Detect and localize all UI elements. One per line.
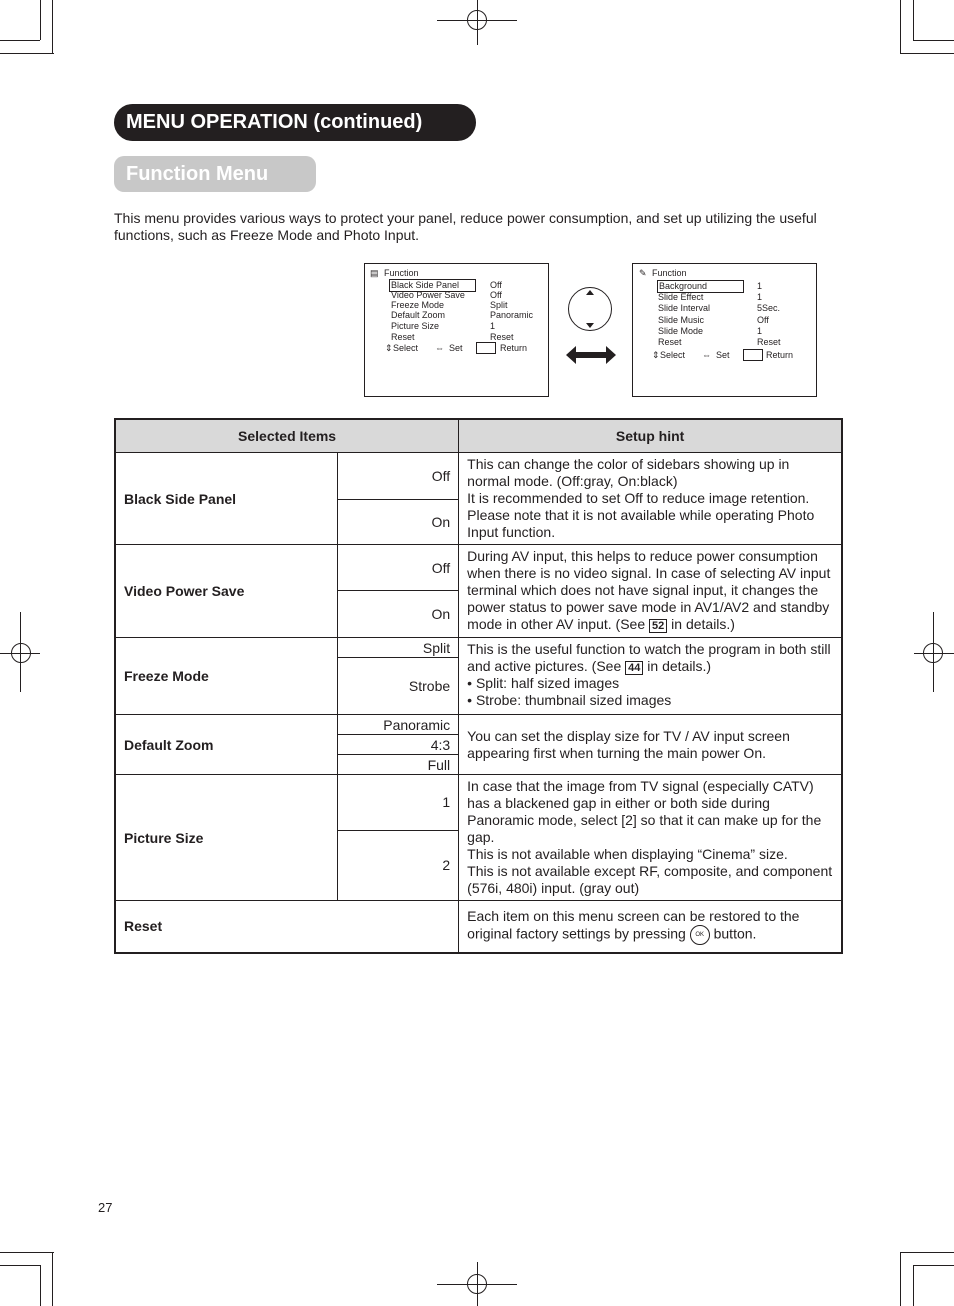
registration-circle (467, 1274, 487, 1294)
hint-text: in details.) (671, 616, 735, 632)
osd-row-label: Black Side Panel (389, 279, 476, 292)
item-picture-size: Picture Size (115, 775, 338, 901)
crop-mark (913, 40, 954, 41)
down-arrow-icon (586, 323, 594, 328)
table-row (115, 453, 842, 500)
hint-picture-size (459, 775, 842, 901)
option-value: Full (338, 755, 459, 775)
hint-text: This can change the color of sidebars showing up in normal mode. (Off:gray, On:black) (467, 456, 790, 489)
osd-row-value: Reset (757, 337, 781, 347)
osd-title: Function (652, 268, 687, 278)
hint-text: This is not available when displaying “Cinema” size. (467, 846, 788, 862)
osd-function-menu (364, 263, 549, 397)
hint-reset (459, 901, 842, 953)
osd-row-label: Reset (391, 332, 415, 342)
crop-mark (0, 53, 54, 54)
osd-row-label: Video Power Save (391, 290, 465, 300)
table-row (115, 901, 842, 953)
item-black-side-panel: Black Side Panel (115, 453, 338, 545)
up-arrow-icon (586, 290, 594, 295)
hint-text: This is the useful function to watch the program in both still and active pictures. (See (467, 641, 831, 674)
osd-select-hint: Select (660, 350, 686, 360)
osd-photo-function-menu (632, 263, 817, 397)
osd-return-hint: Return (500, 343, 528, 353)
option-value: Panoramic (338, 715, 459, 735)
crop-mark (40, 0, 41, 40)
return-button-icon (743, 349, 763, 361)
option-value: Off (338, 545, 459, 591)
osd-row-label: Slide Effect (658, 292, 704, 302)
option-value: 2 (338, 830, 459, 900)
osd-row-label: Slide Interval (658, 303, 711, 313)
hint-text: In case that the image from TV signal (especially CATV) has a blackened gap in either or both side during Panoramic mode, select [2] so that it can make up for the gap. (467, 778, 822, 845)
option-value: Off (338, 453, 459, 500)
table-row (115, 638, 842, 658)
table-row (115, 545, 842, 591)
option-value: On (338, 591, 459, 638)
osd-row-value: 1 (757, 281, 763, 291)
osd-row-label: Default Zoom (391, 310, 446, 320)
osd-row-label: Background (657, 280, 744, 293)
option-value: Strobe (338, 658, 459, 715)
intro-paragraph: This menu provides various ways to protect your panel, reduce power consumption, and set up utilizing the useful functions, such as Freeze Mode and Photo Input. (114, 210, 817, 243)
osd-row-label: Slide Music (658, 315, 705, 325)
osd-row-value: Off (757, 315, 769, 325)
osd-row-value: Panoramic (490, 310, 534, 320)
osd-row-label: Freeze Mode (391, 300, 445, 310)
osd-row-value: Reset (490, 332, 514, 342)
osd-row-value: 1 (490, 321, 496, 331)
osd-row-value: Off (490, 290, 502, 300)
crop-mark (52, 1252, 53, 1306)
left-right-arrow-icon: ⇔ (435, 343, 444, 353)
item-freeze-mode: Freeze Mode (115, 638, 338, 715)
left-right-arrow-icon: ⇔ (702, 350, 711, 360)
crop-mark (913, 1265, 954, 1266)
osd-row-value: 1 (757, 326, 763, 336)
crop-mark (913, 0, 914, 40)
osd-row-value: Split (490, 300, 508, 310)
osd-set-hint: Set (449, 343, 463, 353)
crop-mark (900, 1252, 954, 1253)
option-value: 4:3 (338, 735, 459, 755)
bullet-item: • Strobe: thumbnail sized images (467, 692, 672, 708)
registration-circle (467, 10, 487, 30)
double-arrow-icon (566, 344, 616, 366)
item-video-power-save: Video Power Save (115, 545, 338, 638)
page-banner-title: MENU OPERATION (continued) (114, 104, 476, 141)
hint-text: You can set the display size for TV / AV input screen appearing first when turning the main power On. (467, 727, 790, 761)
osd-row-value: 1 (757, 292, 763, 302)
table-row (115, 775, 842, 831)
crop-mark (900, 1252, 901, 1306)
osd-return-hint: Return (766, 350, 794, 360)
function-menu-icon: ✎ (639, 268, 647, 278)
up-down-arrow-icon: ⇕ (652, 350, 660, 360)
hint-text: This is not available except RF, composite, and component (576i, 480i) input. (gray out) (467, 863, 833, 896)
ok-button-icon: OK (690, 925, 710, 945)
item-reset: Reset (115, 901, 459, 953)
option-value: On (338, 499, 459, 544)
remote-cursor-icon (568, 287, 612, 331)
crop-mark (0, 1252, 54, 1253)
crop-mark (40, 1265, 41, 1306)
function-menu-icon: ▤ (370, 268, 379, 278)
osd-select-hint: Select (393, 343, 419, 353)
settings-table (114, 418, 843, 954)
crop-mark (0, 1265, 40, 1266)
hint-freeze-mode (459, 638, 842, 715)
registration-circle (923, 643, 943, 663)
crop-mark (52, 0, 53, 54)
bullet-item: • Split: half sized images (467, 675, 620, 691)
osd-title: Function (384, 268, 419, 278)
table-row (115, 715, 842, 735)
osd-row-value: Off (490, 280, 502, 290)
return-button-icon (476, 342, 496, 354)
hint-text: It is recommended to set Off to reduce image retention. Please note that it is not available while operating Photo Input function. (467, 490, 815, 540)
page-reference: 44 (625, 661, 643, 675)
hint-text: in details.) (647, 658, 712, 674)
table-header-row (115, 419, 842, 453)
crop-mark (900, 0, 901, 54)
option-value: 1 (338, 775, 459, 831)
hint-text: During AV input, this helps to reduce power consumption when there is no video signal. In case of selecting AV input terminal which does not have signal input, it changes the power status to power save mode in AV1/AV2 and standby mode in other AV input. (See (467, 548, 831, 632)
crop-mark (0, 40, 40, 41)
hint-black-side-panel (459, 453, 842, 545)
osd-row-label: Picture Size (391, 321, 440, 331)
crop-mark (913, 1265, 914, 1306)
hint-video-power-save (459, 545, 842, 638)
page-reference: 52 (649, 619, 667, 633)
header-setup-hint: Setup hint (459, 419, 842, 453)
hint-default-zoom (459, 715, 842, 775)
header-selected-items: Selected Items (115, 419, 459, 453)
item-default-zoom: Default Zoom (115, 715, 338, 775)
section-title: Function Menu (114, 156, 316, 192)
osd-set-hint: Set (716, 350, 730, 360)
osd-row-value: 5Sec. (757, 303, 781, 313)
hint-text: button. (713, 925, 757, 942)
crop-mark (900, 53, 954, 54)
up-down-arrow-icon: ⇕ (385, 343, 393, 353)
osd-row-label: Reset (658, 337, 682, 347)
hint-text: Each item on this menu screen can be restored to the original factory settings by pressing (467, 907, 800, 942)
option-value: Split (338, 638, 459, 658)
osd-row-label: Slide Mode (658, 326, 704, 336)
page-number: 27 (98, 1200, 113, 1215)
registration-circle (11, 643, 31, 663)
